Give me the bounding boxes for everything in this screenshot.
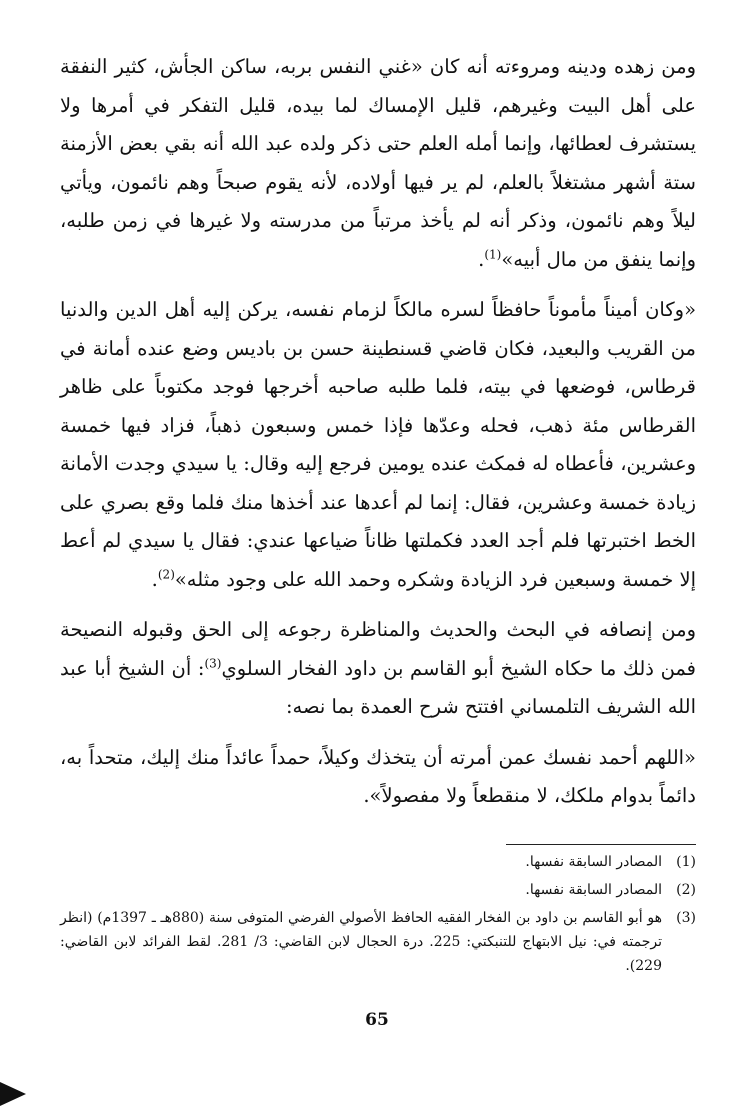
footnote-number: (3) bbox=[676, 910, 696, 926]
paragraph-1-text: ومن زهده ودينه ومروءته أنه كان «غني النفس بربه، ساكن الجأش، كثير النفقة على أهل البيت وغيرهم، قليل الإمساك لما بيده، قليل التفكر في أمرها ولا يستشرف لعطائها، وإنما أمله العلم حتى ذكر ولده عبد الله أنه بقي بعض الأزمنة ستة أشهر مشتغلاً بالعلم، لم ير فيها أولاده، لأنه يقوم صبحاً وهم نائمون، ويأتي ليلاً وهم نائمون، وذكر أنه لم يأخذ مرتباً من مدرسته ولا غيرها في زمن طلبه، وإنما ينفق من مال أبيه» bbox=[60, 55, 696, 271]
paragraph-3-text: ومن إنصافه في البحث والحديث والمناظرة رجوعه إلى الحق وقبوله النصيحة فمن ذلك ما حكاه الشيخ أبو القاسم بن داود الفخار السلوي bbox=[60, 618, 697, 680]
footnote-separator bbox=[506, 844, 696, 845]
footnote-text: المصادر السابقة نفسها. bbox=[525, 882, 662, 898]
paragraph-2-tail: . bbox=[151, 567, 158, 591]
footnote-text: هو أبو القاسم بن داود بن الفخار الفقيه الحافظ الأصولي الفرضي المتوفى سنة (880هـ ـ 1397م) (انظر ترجمته في: نيل الابتهاج للتنبكتي: 225. درة الحجال لابن القاضي: 3/ 281. لقط الفرائد لابن القاضي: 229). bbox=[60, 910, 663, 974]
paragraph-3-tail: : أن الشيخ أبا عبد الله الشريف التلمساني افتتح شرح العمدة بما نصه: bbox=[60, 656, 696, 718]
footnote-ref-3[interactable]: (3) bbox=[204, 656, 222, 670]
footnotes bbox=[60, 850, 696, 982]
footnote-2 bbox=[60, 878, 696, 902]
footnote-ref-1[interactable]: (1) bbox=[484, 247, 502, 261]
footnote-number: (1) bbox=[676, 854, 696, 870]
page-body bbox=[60, 48, 696, 828]
paragraph-4-text: «اللهم أحمد نفسك عمن أمرته أن يتخذك وكيلاً، حمداً عائداً منك إليك، متحداً به، دائماً بدوام ملكك، لا منقطعاً ولا مفصولاً» bbox=[60, 745, 696, 807]
paragraph-1-tail: . bbox=[478, 247, 485, 271]
paragraph-3 bbox=[60, 611, 696, 727]
page-corner-arrow-icon bbox=[0, 1082, 26, 1106]
footnote-ref-2[interactable]: (2) bbox=[157, 567, 175, 581]
paragraph-4-tail: . bbox=[363, 784, 370, 807]
paragraph-4 bbox=[60, 739, 696, 816]
paragraph-1 bbox=[60, 48, 696, 279]
footnote-1 bbox=[60, 850, 696, 874]
footnote-3 bbox=[60, 906, 696, 978]
footnote-text: المصادر السابقة نفسها. bbox=[525, 854, 662, 870]
page-number: 65 bbox=[365, 1010, 389, 1030]
footnote-number: (2) bbox=[676, 882, 696, 898]
paragraph-2-text: «وكان أميناً مأموناً حافظاً لسره مالكاً لزمام نفسه، يركن إليه أهل الدين والدنيا من القريب والبعيد، فكان قاضي قسنطينة حسن بن باديس وضع عنده أمانة في قرطاس، فوضعها في بيته، فلما طلبه صاحبه أخرجها فوجد مكتوباً على ظاهر القرطاس مئة ذهب، فحله وعدّها فإذا خمس وسبعون ذهباً، فزاد فيها خمسة وعشرين، فأعطاه له فمكث عنده يومين فرجع إليه وقال: يا سيدي وجدت الأمانة زيادة خمسة وعشرين، فقال: إنما لم أعدها عند أخذها منك فلما وقع بصري على الخط اختبرتها فلم أجد العدد فكملتها ظاناً ضياعها عندي: فقال يا سيدي لم أعط إلا خمسة وسبعين فرد الزيادة وشكره وحمد الله على وجود مثله» bbox=[60, 298, 696, 591]
paragraph-2 bbox=[60, 291, 696, 599]
